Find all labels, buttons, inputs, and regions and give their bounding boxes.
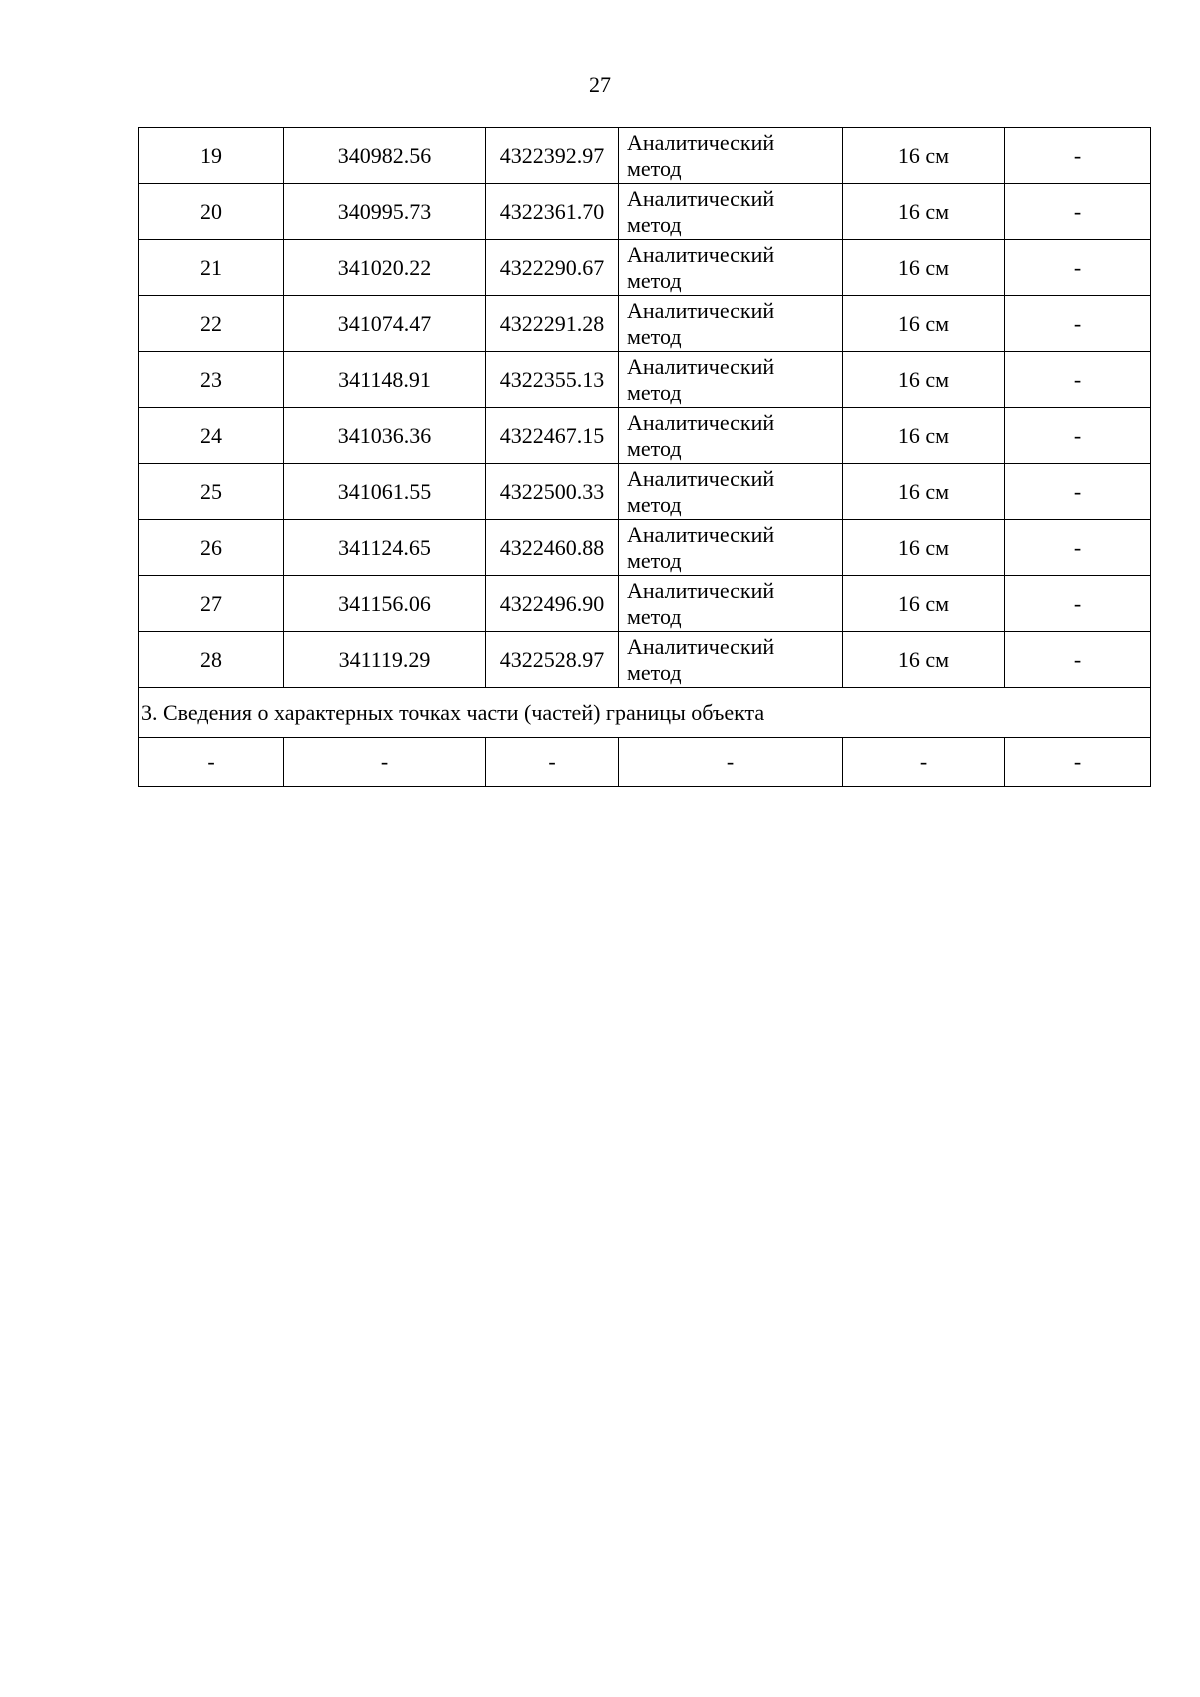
- x-coordinate-cell: 341156.06: [284, 576, 486, 632]
- method-line-2: метод: [627, 379, 682, 405]
- method-line-1: Аналитический: [627, 129, 775, 155]
- y-coordinate-cell: 4322467.15: [486, 408, 619, 464]
- section-3-row: [139, 688, 1151, 738]
- accuracy-cell: 16 см: [843, 128, 1005, 184]
- method-line-2: метод: [627, 603, 682, 629]
- point-number-cell: 26: [139, 520, 284, 576]
- method-line-2: метод: [627, 659, 682, 685]
- note-cell: -: [1005, 240, 1151, 296]
- y-coordinate-cell: 4322355.13: [486, 352, 619, 408]
- method-cell: [619, 632, 843, 688]
- method-cell: [619, 576, 843, 632]
- boundary-points-table: [138, 127, 1151, 787]
- method-cell: [619, 352, 843, 408]
- empty-cell: -: [1005, 738, 1151, 787]
- y-coordinate-cell: 4322460.88: [486, 520, 619, 576]
- table-row: [139, 240, 1151, 296]
- method-line-2: метод: [627, 323, 682, 349]
- method-cell: [619, 128, 843, 184]
- table-row: [139, 408, 1151, 464]
- x-coordinate-cell: 341036.36: [284, 408, 486, 464]
- x-coordinate-cell: 341148.91: [284, 352, 486, 408]
- note-cell: -: [1005, 184, 1151, 240]
- table-row: [139, 632, 1151, 688]
- method-cell: [619, 464, 843, 520]
- method-line-1: Аналитический: [627, 241, 775, 267]
- accuracy-cell: 16 см: [843, 184, 1005, 240]
- table-row: [139, 352, 1151, 408]
- empty-cell: -: [486, 738, 619, 787]
- empty-cell: -: [139, 738, 284, 787]
- method-line-2: метод: [627, 547, 682, 573]
- point-number-cell: 23: [139, 352, 284, 408]
- point-number-cell: 25: [139, 464, 284, 520]
- method-line-1: Аналитический: [627, 409, 775, 435]
- empty-cell: -: [843, 738, 1005, 787]
- point-number-cell: 21: [139, 240, 284, 296]
- y-coordinate-cell: 4322290.67: [486, 240, 619, 296]
- note-cell: -: [1005, 464, 1151, 520]
- y-coordinate-cell: 4322392.97: [486, 128, 619, 184]
- note-cell: -: [1005, 128, 1151, 184]
- method-line-1: Аналитический: [627, 297, 775, 323]
- note-cell: -: [1005, 352, 1151, 408]
- method-line-1: Аналитический: [627, 633, 775, 659]
- method-line-2: метод: [627, 267, 682, 293]
- method-line-2: метод: [627, 211, 682, 237]
- point-number-cell: 28: [139, 632, 284, 688]
- y-coordinate-cell: 4322361.70: [486, 184, 619, 240]
- table-row: [139, 520, 1151, 576]
- note-cell: -: [1005, 632, 1151, 688]
- empty-cell: -: [284, 738, 486, 787]
- method-line-1: Аналитический: [627, 577, 775, 603]
- method-cell: [619, 296, 843, 352]
- accuracy-cell: 16 см: [843, 240, 1005, 296]
- point-number-cell: 27: [139, 576, 284, 632]
- note-cell: -: [1005, 576, 1151, 632]
- note-cell: -: [1005, 408, 1151, 464]
- x-coordinate-cell: 341074.47: [284, 296, 486, 352]
- table-row: [139, 128, 1151, 184]
- y-coordinate-cell: 4322291.28: [486, 296, 619, 352]
- method-line-2: метод: [627, 155, 682, 181]
- note-cell: -: [1005, 520, 1151, 576]
- empty-data-row: [139, 738, 1151, 787]
- accuracy-cell: 16 см: [843, 352, 1005, 408]
- accuracy-cell: 16 см: [843, 520, 1005, 576]
- table-row: [139, 296, 1151, 352]
- method-line-1: Аналитический: [627, 465, 775, 491]
- points-table-body: [139, 128, 1151, 787]
- page-number: 27: [589, 72, 611, 97]
- method-cell: [619, 520, 843, 576]
- x-coordinate-cell: 340995.73: [284, 184, 486, 240]
- point-number-cell: 22: [139, 296, 284, 352]
- x-coordinate-cell: 340982.56: [284, 128, 486, 184]
- note-cell: -: [1005, 296, 1151, 352]
- method-line-1: Аналитический: [627, 185, 775, 211]
- method-line-2: метод: [627, 435, 682, 461]
- x-coordinate-cell: 341020.22: [284, 240, 486, 296]
- x-coordinate-cell: 341119.29: [284, 632, 486, 688]
- table-row: [139, 464, 1151, 520]
- method-cell: [619, 240, 843, 296]
- x-coordinate-cell: 341124.65: [284, 520, 486, 576]
- point-number-cell: 20: [139, 184, 284, 240]
- accuracy-cell: 16 см: [843, 632, 1005, 688]
- point-number-cell: 19: [139, 128, 284, 184]
- empty-cell: -: [619, 738, 843, 787]
- point-number-cell: 24: [139, 408, 284, 464]
- y-coordinate-cell: 4322496.90: [486, 576, 619, 632]
- accuracy-cell: 16 см: [843, 296, 1005, 352]
- table-row: [139, 576, 1151, 632]
- method-cell: [619, 184, 843, 240]
- table-row: [139, 184, 1151, 240]
- accuracy-cell: 16 см: [843, 576, 1005, 632]
- method-line-1: Аналитический: [627, 521, 775, 547]
- y-coordinate-cell: 4322528.97: [486, 632, 619, 688]
- section-3-title: 3. Сведения о характерных точках части (частей) границы объекта: [139, 688, 1151, 738]
- method-cell: [619, 408, 843, 464]
- method-line-2: метод: [627, 491, 682, 517]
- method-line-1: Аналитический: [627, 353, 775, 379]
- y-coordinate-cell: 4322500.33: [486, 464, 619, 520]
- x-coordinate-cell: 341061.55: [284, 464, 486, 520]
- accuracy-cell: 16 см: [843, 408, 1005, 464]
- accuracy-cell: 16 см: [843, 464, 1005, 520]
